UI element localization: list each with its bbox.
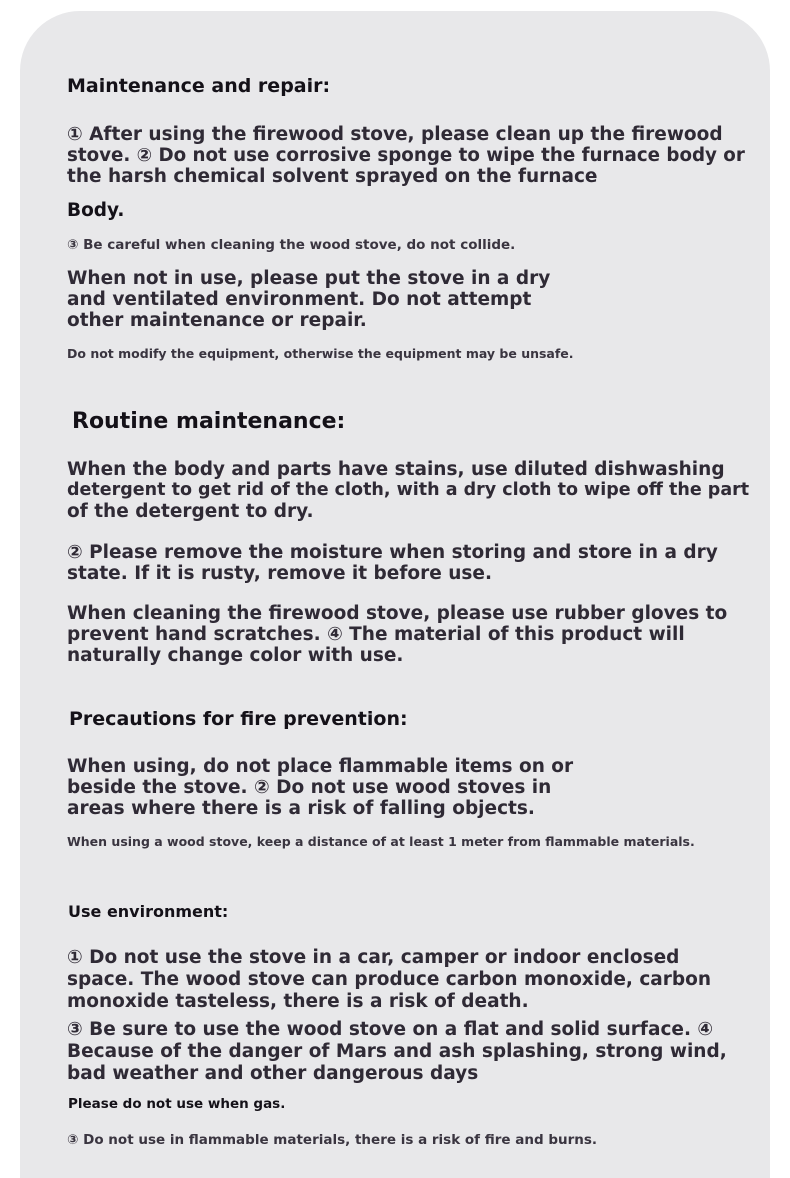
maintenance-title: Maintenance and repair: bbox=[67, 75, 331, 97]
environment-car-line-1: ① Do not use the stove in a car, camper or indoor enclosed bbox=[67, 947, 680, 968]
routine-moisture-line-2: state. If it is rusty, remove it before use. bbox=[67, 563, 492, 584]
environment-car-line-2: space. The wood stove can produce carbon monoxide, carbon bbox=[67, 969, 712, 990]
environment-gas: Please do not use when gas. bbox=[68, 1096, 286, 1112]
instructions-card bbox=[20, 11, 770, 1178]
environment-car-line-3: monoxide tasteless, there is a risk of death. bbox=[67, 991, 529, 1012]
maintenance-careful: ③ Be careful when cleaning the wood stove, do not collide. bbox=[67, 237, 516, 253]
fire-line-3: areas where there is a risk of falling objects. bbox=[67, 798, 535, 819]
fire-line-2: beside the stove. ② Do not use wood stoves in bbox=[67, 777, 552, 798]
maintenance-line-1: ① After using the firewood stove, please clean up the firewood bbox=[67, 124, 723, 145]
routine-moisture-line-1: ② Please remove the moisture when storing and store in a dry bbox=[67, 542, 718, 563]
maintenance-line-2: stove. ② Do not use corrosive sponge to wipe the furnace body or bbox=[67, 145, 745, 166]
environment-title: Use environment: bbox=[68, 902, 229, 921]
routine-title: Routine maintenance: bbox=[72, 409, 346, 434]
environment-burns: ③ Do not use in flammable materials, there is a risk of fire and burns. bbox=[67, 1132, 598, 1148]
fire-distance: When using a wood stove, keep a distance of at least 1 meter from flammable materials. bbox=[67, 834, 695, 849]
fire-line-1: When using, do not place flammable items on or bbox=[67, 756, 574, 777]
environment-flat-line-2: Because of the danger of Mars and ash splashing, strong wind, bbox=[67, 1041, 727, 1062]
maintenance-line-3: the harsh chemical solvent sprayed on the furnace bbox=[67, 166, 598, 187]
maintenance-body-label: Body. bbox=[67, 200, 125, 221]
environment-flat-line-1: ③ Be sure to use the wood stove on a flat and solid surface. ④ bbox=[67, 1019, 714, 1040]
routine-stains-line-2: detergent to get rid of the cloth, with a dry cloth to wipe off the part bbox=[67, 480, 750, 500]
maintenance-dry-line-2: and ventilated environment. Do not attempt bbox=[67, 289, 532, 310]
maintenance-modify: Do not modify the equipment, otherwise the equipment may be unsafe. bbox=[67, 346, 574, 361]
maintenance-dry-line-3: other maintenance or repair. bbox=[67, 310, 367, 331]
routine-gloves-line-3: naturally change color with use. bbox=[67, 645, 404, 666]
environment-flat-line-3: bad weather and other dangerous days bbox=[67, 1063, 479, 1084]
routine-stains-line-3: of the detergent to dry. bbox=[67, 501, 314, 522]
fire-title: Precautions for fire prevention: bbox=[69, 708, 408, 730]
routine-stains-line-1: When the body and parts have stains, use diluted dishwashing bbox=[67, 459, 725, 480]
routine-gloves-line-2: prevent hand scratches. ④ The material of this product will bbox=[67, 624, 685, 645]
routine-gloves-line-1: When cleaning the firewood stove, please use rubber gloves to bbox=[67, 603, 728, 624]
maintenance-dry-line-1: When not in use, please put the stove in a dry bbox=[67, 268, 551, 289]
